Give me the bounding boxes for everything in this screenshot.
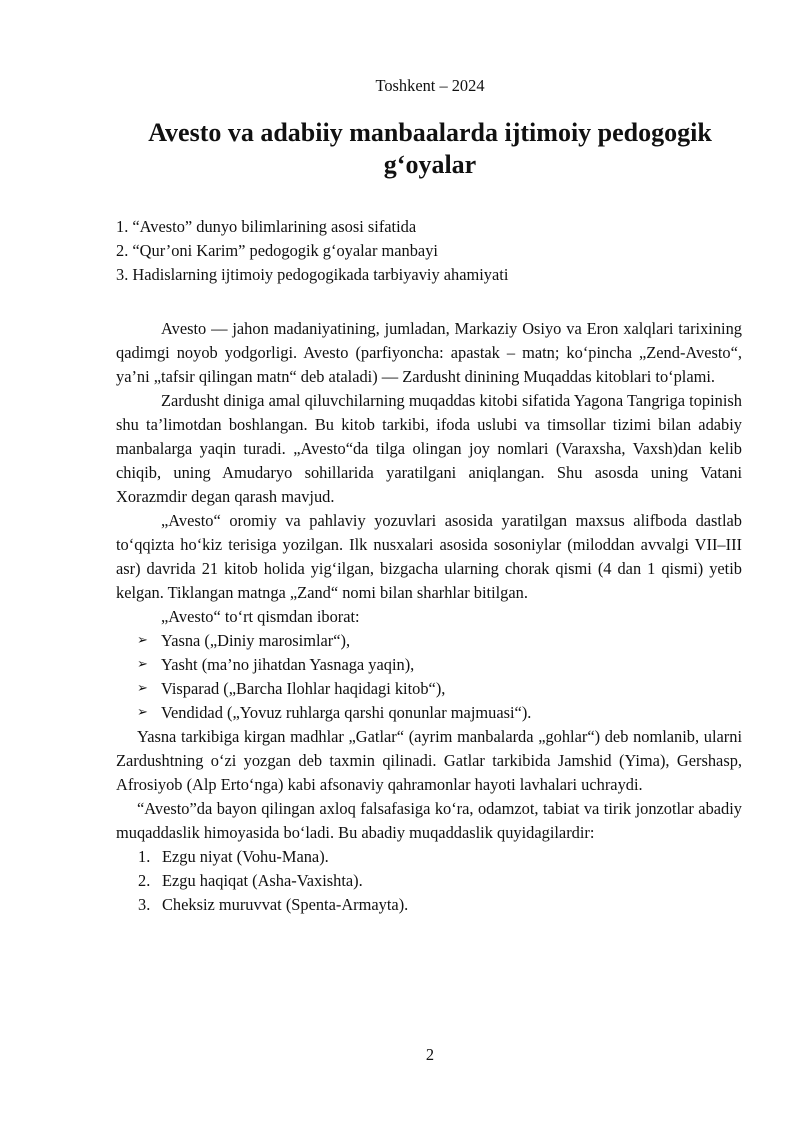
- list-item-text: Vendidad („Yovuz ruhlarga qarshi qonunlar majmuasi“).: [161, 703, 532, 722]
- list-item: [116, 893, 742, 917]
- list-number: 3.: [138, 895, 151, 914]
- list-item-text: Visparad („Barcha Ilohlar haqidagi kitob“),: [161, 679, 446, 698]
- arrowhead-bullet-icon: ➢: [137, 657, 148, 672]
- lecture-plan: [116, 215, 756, 287]
- list-item-text: Yasna („Diniy marosimlar“),: [161, 631, 351, 650]
- document-body: [116, 317, 742, 917]
- list-item-text: Cheksiz muruvvat (Spenta-Armayta).: [162, 895, 409, 914]
- paragraph-alphabet: „Avesto“ oromiy va pahlaviy yozuvlari asosida yaratilgan maxsus alifboda dastlab to‘qqizta ho‘kiz terisiga yozilgan. Ilk nusxalari asosida sosoniylar (miloddan avvalgi VII–III asr) davrida 21 kitob holida yig‘ilgan, bizgacha ularning chorak qismi (4 dan 1 qismi) yetib kelgan. Tiklangan matnga „Zand“ nomi bilan sharhlar bitilgan.: [116, 511, 742, 602]
- plan-item: 2. “Qur’oni Karim” pedogogik g‘oyalar manbayi: [116, 241, 438, 260]
- sanctities-list: [116, 845, 742, 917]
- paragraph-gatlar: Yasna tarkibiga kirgan madhlar „Gatlar“ (ayrim manbalarda „gohlar“) deb nomlanib, ularni Zardushtning o‘zi yozgan deb taxmin qilinadi. Gatlar tarkibida Jamshid (Yima), Gershasp, Afrosiyob (Alp Erto‘nga) kabi afsonaviy qahramonlar hayoti lavhalari uchraydi.: [116, 727, 742, 794]
- paragraph-ethics: “Avesto”da bayon qilingan axloq falsafasiga ko‘ra, odamzot, tabiat va tirik jonzotlar abadiy muqaddaslik himoyasida bo‘ladi. Bu abadiy muqaddaslik quyidagilardir:: [116, 799, 742, 842]
- document-title: Avesto va adabiiy manbaalarda ijtimoiy pedogogik g‘oyalar: [148, 118, 712, 179]
- arrowhead-bullet-icon: ➢: [137, 705, 148, 720]
- arrowhead-bullet-icon: ➢: [137, 681, 148, 696]
- avesto-parts-list: [116, 629, 742, 725]
- paragraph-four-parts: „Avesto“ to‘rt qismdan iborat:: [161, 607, 360, 626]
- list-item-text: Ezgu niyat (Vohu-Mana).: [162, 847, 329, 866]
- list-item: [116, 629, 742, 653]
- list-item: [116, 701, 742, 725]
- list-item: [116, 869, 742, 893]
- list-item: [116, 653, 742, 677]
- list-item-text: Ezgu haqiqat (Asha-Vaxishta).: [162, 871, 363, 890]
- arrowhead-bullet-icon: ➢: [137, 633, 148, 648]
- city-year-header: Toshkent – 2024: [375, 76, 485, 95]
- list-number: 2.: [138, 871, 151, 890]
- list-item: [116, 677, 742, 701]
- page-number: 2: [425, 1045, 435, 1064]
- plan-item: 3. Hadislarning ijtimoiy pedogogikada tarbiyaviy ahamiyati: [116, 265, 509, 284]
- list-item: [116, 845, 742, 869]
- list-item-text: Yasht (ma’no jihatdan Yasnaga yaqin),: [161, 655, 415, 674]
- paragraph-avesto-definition: Avesto — jahon madaniyatining, jumladan, Markaziy Osiyo va Eron xalqlari tarixining qadimgi noyob yodgorligi. Avesto (parfiyoncha: apastak – matn; ko‘pincha „Zend-Avesto“, ya’ni „tafsir qilingan matn“ deb ataladi) — Zardusht dinining Muqaddas kitoblari to‘plami.: [116, 319, 742, 386]
- paragraph-zardusht: Zardusht diniga amal qiluvchilarning muqaddas kitobi sifatida Yagona Tangriga topinish shu ta’limotdan boshlangan. Bu kitob tarkibi, ifoda uslubi va timsollar tizimi bilan adabiy manbalarga yaqin turadi. „Avesto“da tilga olingan joy nomlari (Varaxsha, Vaxsh)dan kelib chiqib, uning Amudaryo sohillarida yaratilgani aniqlangan. Shu asosda uning Vatani Xorazmdir degan qarash mavjud.: [116, 391, 742, 506]
- plan-item: 1. “Avesto” dunyo bilimlarining asosi sifatida: [116, 217, 417, 236]
- list-number: 1.: [138, 847, 151, 866]
